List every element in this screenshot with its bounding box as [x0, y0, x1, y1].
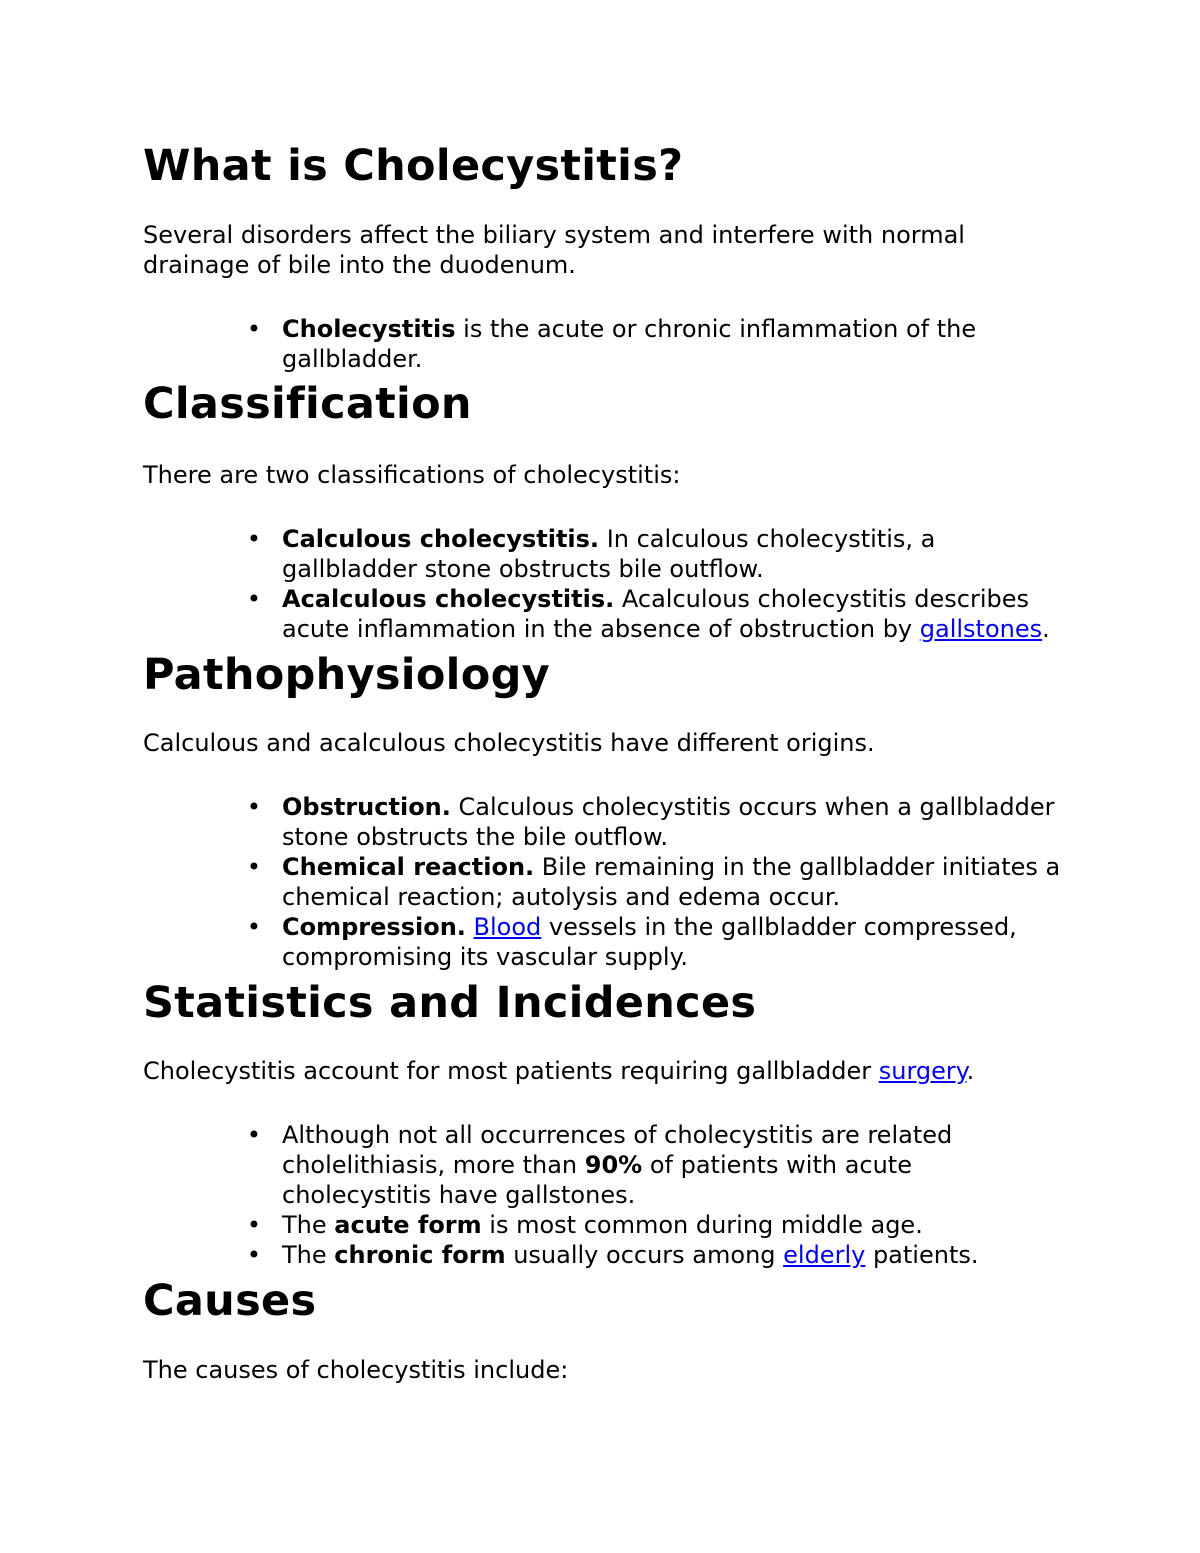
list-item: [246, 1120, 1063, 1210]
paragraph-text: .: [966, 1057, 975, 1085]
list-item: [246, 524, 1063, 584]
list-item-bold: Obstruction.: [282, 793, 451, 821]
heading-classification: Classification: [143, 379, 472, 429]
list-item-bold: Compression.: [282, 913, 466, 941]
heading-pathophysiology: Pathophysiology: [143, 650, 550, 700]
paragraph-classification: There are two classifications of cholecystitis:: [143, 461, 681, 489]
list-item-text: vessels in the gallbladder compressed, compromising its vascular supply.: [282, 913, 1017, 971]
list-item-text: In calculous cholecystitis, a gallbladder stone obstructs bile outflow.: [282, 525, 936, 583]
link-elderly[interactable]: elderly: [783, 1241, 866, 1269]
bullet-icon: •: [246, 585, 262, 613]
list-item-text: Bile remaining in the gallbladder initiates a chemical reaction; autolysis and edema occur.: [282, 853, 1061, 911]
list-item-bold: 90%: [584, 1151, 643, 1179]
list-item: [246, 912, 1063, 972]
link-gallstones[interactable]: gallstones: [919, 615, 1043, 643]
bullet-icon: •: [246, 525, 262, 553]
bullet-icon: •: [246, 1241, 262, 1269]
bullet-icon: •: [246, 315, 262, 343]
list-item: [246, 852, 1063, 912]
paragraph-text: Cholecystitis account for most patients requiring gallbladder: [143, 1057, 879, 1085]
list-item-text: .: [1042, 615, 1050, 643]
list-item-text: [466, 913, 474, 941]
list-item-bold: Chemical reaction.: [282, 853, 535, 881]
list-item-bold: chronic form: [334, 1241, 506, 1269]
list-item-text: Acalculous cholecystitis describes acute inflammation in the absence of obstruction by: [282, 585, 1029, 643]
list-classification: [143, 524, 1063, 644]
list-item-text: The: [282, 1211, 335, 1239]
bullet-icon: •: [246, 853, 262, 881]
list-item-text: is the acute or chronic inflammation of the gallbladder.: [282, 315, 977, 373]
list-item-text: of patients with acute cholecystitis have gallstones.: [282, 1151, 912, 1209]
heading-statistics: Statistics and Incidences: [143, 978, 757, 1028]
bullet-icon: •: [246, 1121, 262, 1149]
list-item-bold: Calculous cholecystitis.: [282, 525, 600, 553]
list-item-bold: Cholecystitis: [282, 315, 456, 343]
list-item-text: is most common during middle age.: [481, 1211, 923, 1239]
list-item-text: The: [282, 1241, 335, 1269]
paragraph-causes: The causes of cholecystitis include:: [143, 1356, 569, 1384]
list-item: [246, 314, 1063, 374]
document-page: [143, 138, 1063, 1385]
paragraph-pathophysiology: Calculous and acalculous cholecystitis have different origins.: [143, 729, 875, 757]
link-blood[interactable]: Blood: [473, 913, 542, 941]
paragraph-intro: Several disorders affect the biliary system and interfere with normal drainage of bile into the duodenum.: [143, 221, 965, 279]
list-statistics: [143, 1120, 1063, 1270]
list-item-bold: Acalculous cholecystitis.: [282, 585, 615, 613]
list-item: [246, 584, 1063, 644]
bullet-icon: •: [246, 793, 262, 821]
link-surgery[interactable]: surgery: [878, 1057, 967, 1085]
list-item-text: Calculous cholecystitis occurs when a gallbladder stone obstructs the bile outflow.: [282, 793, 1055, 851]
list-item-text: patients.: [865, 1241, 979, 1269]
bullet-icon: •: [246, 913, 262, 941]
list-item-text: usually occurs among: [505, 1241, 784, 1269]
list-definition: [143, 314, 1063, 374]
list-item: [246, 792, 1063, 852]
list-item-text: Although not all occurrences of cholecystitis are related cholelithiasis, more than: [282, 1121, 953, 1179]
list-item: [246, 1210, 1063, 1240]
list-item: [246, 1240, 1063, 1270]
heading-what-is-cholecystitis: What is Cholecystitis?: [143, 141, 684, 191]
paragraph-statistics: [143, 1056, 1063, 1086]
heading-causes: Causes: [143, 1276, 317, 1326]
bullet-icon: •: [246, 1211, 262, 1239]
list-pathophysiology: [143, 792, 1063, 972]
list-item-bold: acute form: [334, 1211, 482, 1239]
